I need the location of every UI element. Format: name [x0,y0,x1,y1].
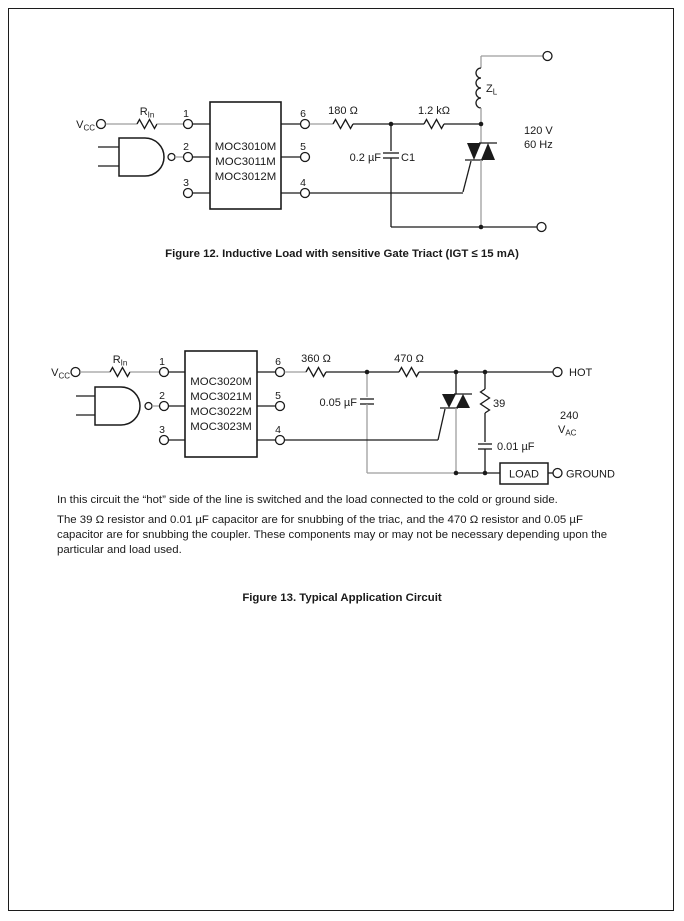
resistor-1k2 [424,120,444,129]
nand-gate [119,138,164,176]
pin2-terminal [160,402,169,411]
figure12-circuit-diagram [0,40,684,240]
resistor-360 [306,368,326,377]
pin-number: 5 [300,141,306,153]
triac-icon [442,394,456,408]
pin2-terminal [184,153,193,162]
junction-dot [483,471,488,476]
triac-icon [467,143,481,160]
inductor-label: $Z_L$ [486,83,498,97]
resistor-180 [333,120,353,129]
pin-number: 4 [300,177,306,189]
pin4-terminal [276,436,285,445]
inductor-zl [476,68,481,108]
pin3-terminal [160,436,169,445]
figure13-circuit-diagram [0,338,684,490]
rin-label: $R_{In}$ [112,354,128,368]
supply-frequency: 60 Hz [524,139,553,151]
junction-dot [483,370,488,375]
triac-gate-wire [463,161,471,192]
capacitor-value: 0.01 µF [497,441,535,453]
junction-dot [365,370,370,375]
pin-number: 3 [183,177,189,189]
body-paragraph-1: In this circuit the “hot” side of the line is switched and the load connected to the cold or ground side. [57,494,558,506]
ic-part-number: MOC3011M [215,156,276,168]
capacitor-name: C1 [401,152,416,164]
supply-voltage: 120 V [524,125,553,137]
junction-dot [389,122,394,127]
pin3-terminal [184,189,193,198]
vcc-label: $V_{CC}$ [51,367,70,381]
rin-label: $R_{In}$ [139,106,155,120]
pin1-terminal [184,120,193,129]
resistor-value: 360 Ω [301,353,331,365]
pin5-terminal [301,153,310,162]
pin-number: 1 [183,108,189,120]
hot-terminal [553,368,562,377]
ic-part-number: MOC3023M [190,421,252,433]
supply-voltage: 240 [560,410,579,422]
rin-resistor [110,368,130,377]
vcc-label: $V_{CC}$ [76,119,95,133]
load-label: LOAD [509,468,539,481]
supply-voltage-unit: $V_{AC}$ [558,424,577,438]
nand-gate [95,387,140,425]
pin-number: 6 [275,356,281,368]
line-terminal [537,223,546,232]
ic-part-number: MOC3010M [214,141,277,153]
resistor-39 [481,389,490,413]
pin-number: 5 [275,390,281,402]
ic-part-number: MOC3021M [190,391,252,403]
pin1-terminal [160,368,169,377]
hot-label: HOT [569,367,593,379]
nand-bubble-icon [145,403,152,410]
ic-box [185,351,257,457]
ic-part-number: MOC3020M [190,376,252,388]
resistor-value: 470 Ω [394,353,424,365]
resistor-470 [399,368,419,377]
pin-number: 1 [159,356,165,368]
ground-label: GROUND [566,468,615,481]
capacitor-value: 0.2 µF [349,152,381,164]
figure13-caption: Figure 13. Typical Application Circuit [242,592,442,604]
pin-number: 4 [275,424,281,436]
junction-dot [454,370,459,375]
body-paragraph-2: The 39 Ω resistor and 0.01 µF capacitor are for snubbing of the triac, and the 470 Ω resistor and 0.05 µF capacitor are for snubbing the coupler. These components may or may not be necessary depending upon the particular and load used. [57,514,608,556]
pin-number: 3 [159,424,165,436]
resistor-value: 180 Ω [328,105,358,117]
vcc-terminal [97,120,106,129]
nand-bubble-icon [168,154,175,161]
pin5-terminal [276,402,285,411]
junction-dot [479,225,484,230]
junction-dot [454,471,459,476]
figure12-caption: Figure 12. Inductive Load with sensitive Gate Triact (IGT ≤ 15 mA) [165,248,519,260]
triac-gate-wire [438,409,445,440]
pin-number: 6 [300,108,306,120]
vcc-terminal [71,368,80,377]
junction-dot [479,122,484,127]
pin-number: 2 [183,141,189,153]
ic-part-number: MOC3012M [214,171,277,183]
triac-icon [456,394,470,408]
triac-icon [481,143,495,160]
pin6-terminal [276,368,285,377]
resistor-value: 39 [493,398,506,410]
rin-resistor [137,120,157,129]
pin6-terminal [301,120,310,129]
ic-part-number: MOC3022M [190,406,252,418]
pin4-terminal [301,189,310,198]
capacitor-value: 0.05 µF [319,397,357,409]
pin-number: 2 [159,390,165,402]
line-terminal [543,52,552,61]
resistor-value: 1.2 kΩ [417,105,451,117]
ground-terminal [553,469,562,478]
